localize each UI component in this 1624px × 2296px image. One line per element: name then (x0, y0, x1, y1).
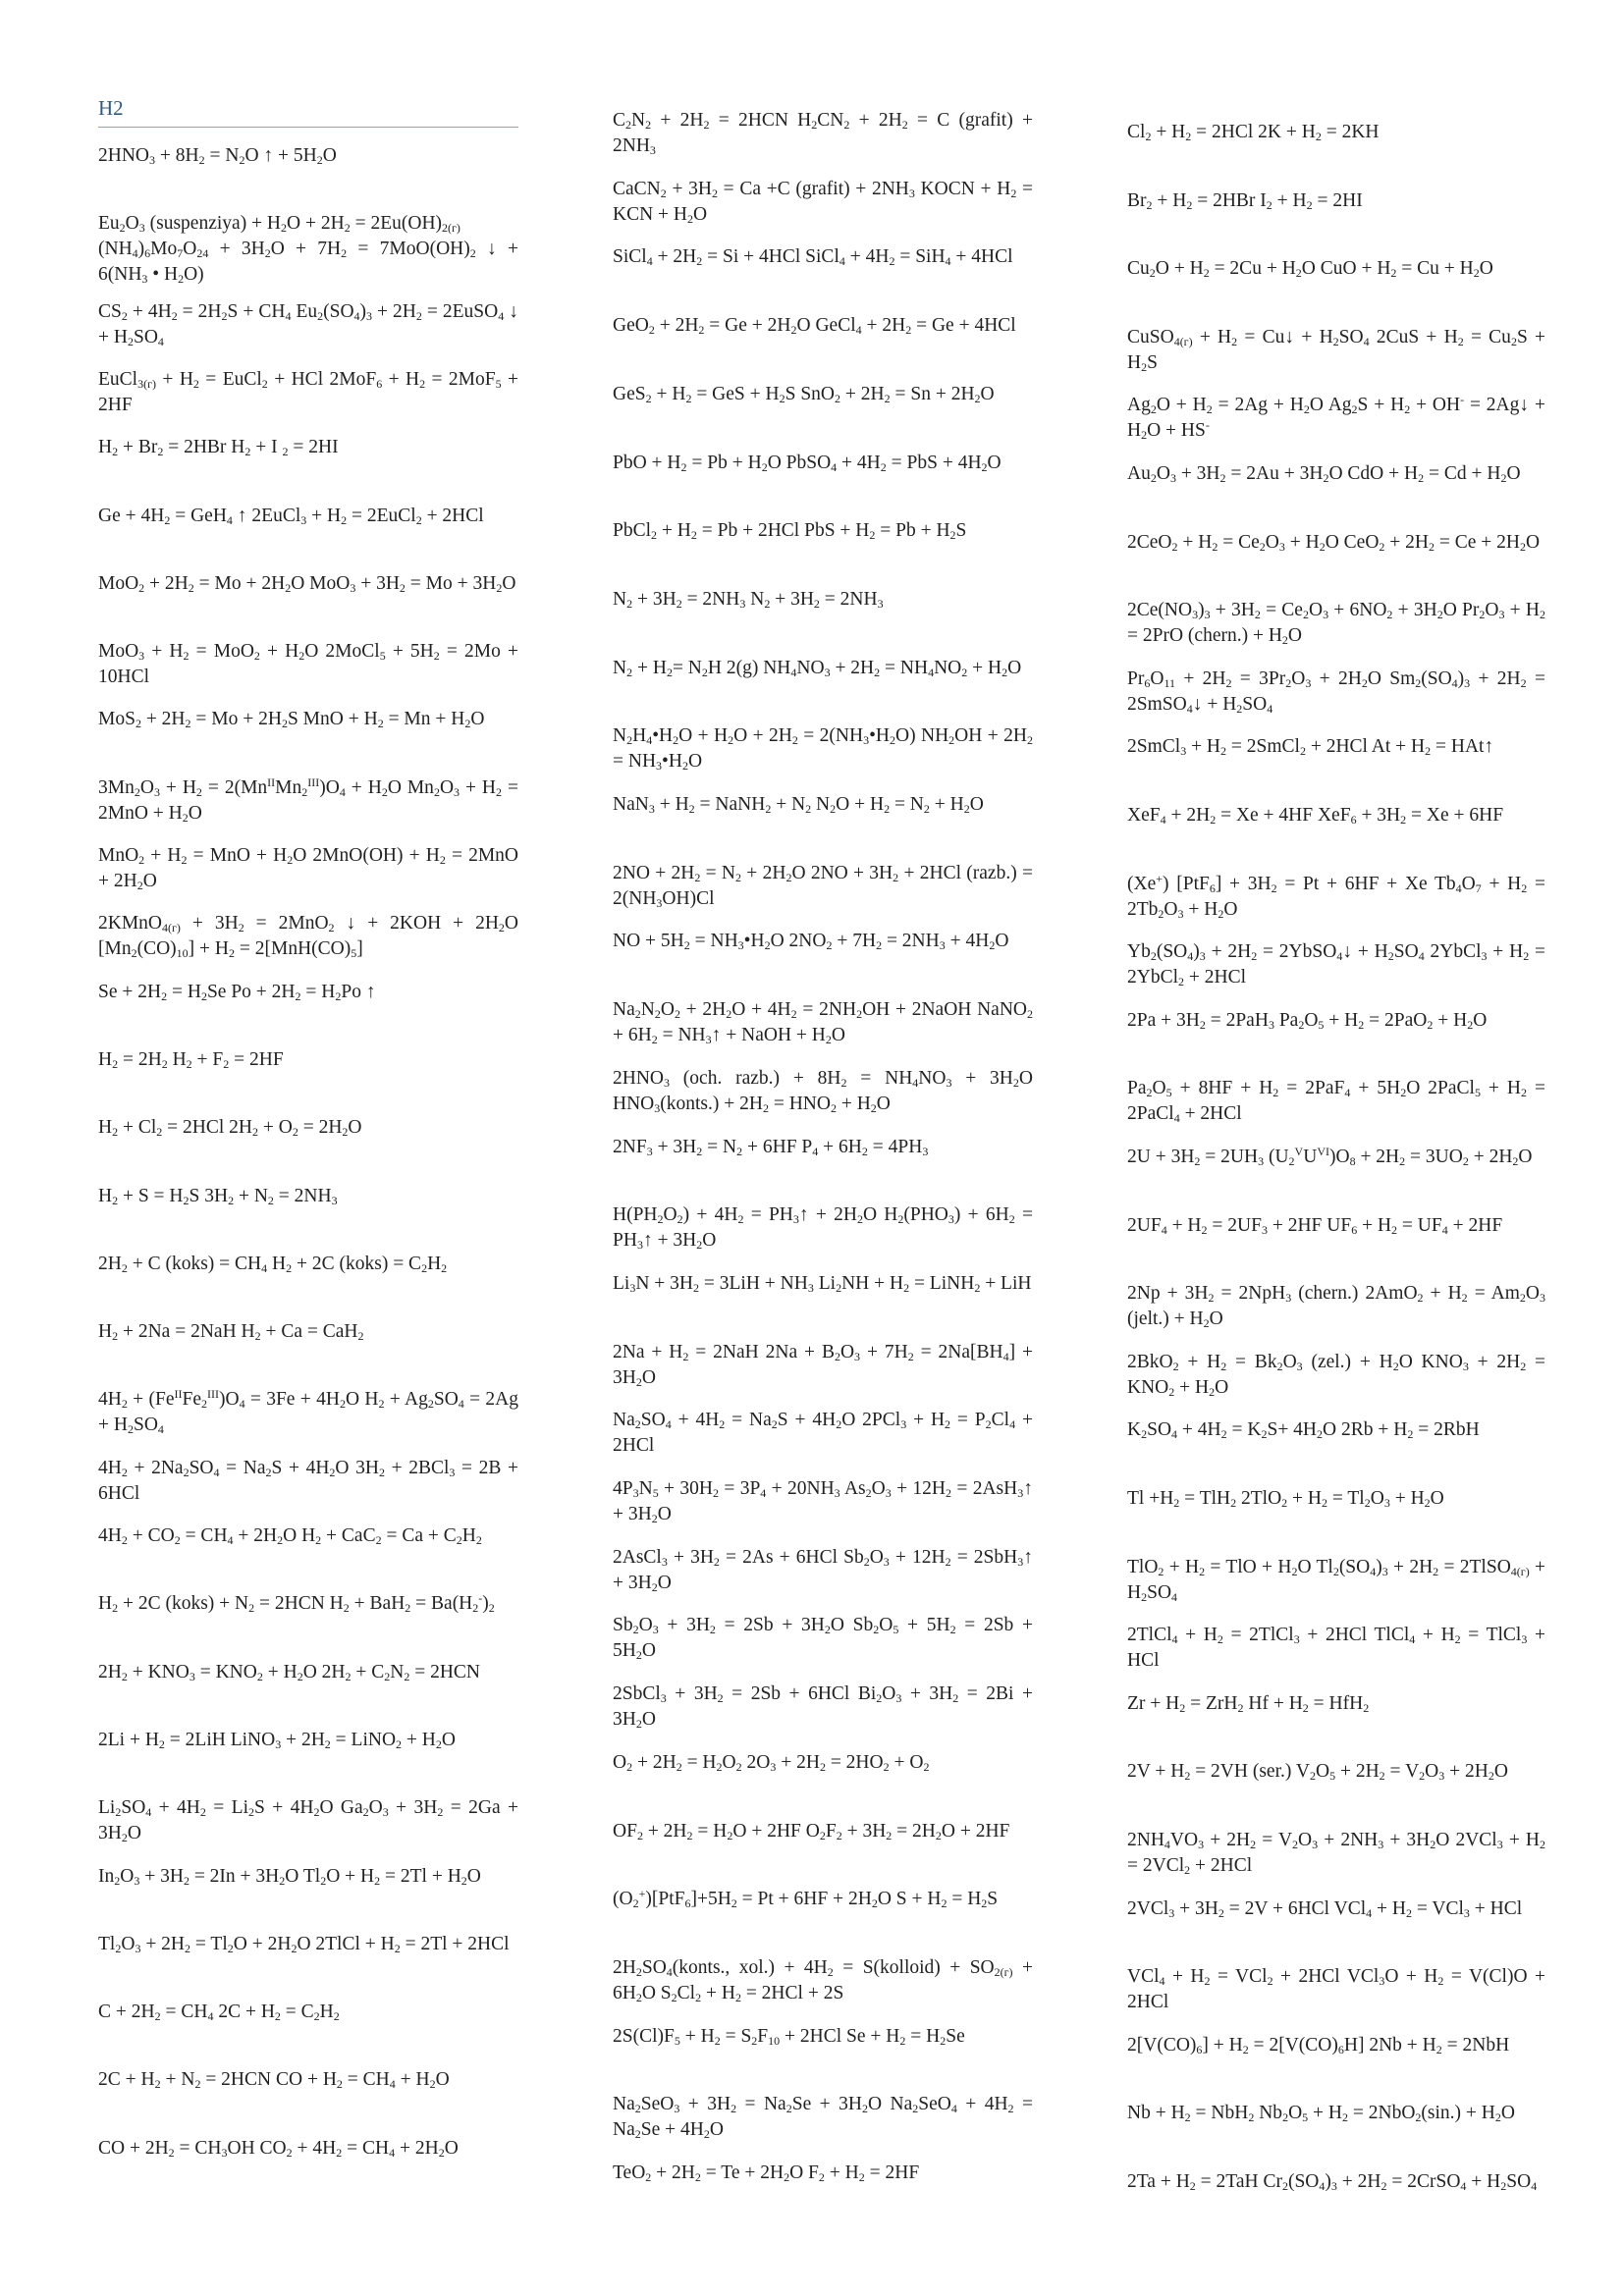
equation: (Xe+) $[PtF_6] + 3H_2 = Pt + 6HF + Xe$ $Tb_4O_7 + H_2 = 2Tb_2O_3 + H_2O$ (1127, 871, 1545, 921)
equation: $2H_2 + KNO_3 = KNO_2 + H_2O$ $2H_2 + C_2N_2 = 2HCN$ (98, 1661, 481, 1683)
equation: $Ag_2O + H_2 = 2Ag + H_2O$ $Ag_2S + H_2 + OH^-$ = 2Ag↓ + $H_2O + HS^-$ (1127, 393, 1545, 443)
equation: $OF_2 + 2H_2 = H_2O + 2HF$ $O_2F_2 + 3H_2 = 2H_2O + 2HF$ (613, 1820, 1010, 1842)
equation: EuCl$_{3(г)}$ + $H_2$ = EuCl$_2$ + HCl $2MoF_6 + H_2 = 2MoF_5 + 2HF$ (98, 368, 518, 415)
equation: $H_2 + Cl_2 = 2HCl$ $2H_2 + O_2 = 2H_2O$ (98, 1117, 362, 1140)
equation: $2Ce(NO_3)_3 + 3H_2 = Ce_2O_3 + 6NO_2 + 3H_2O$ $Pr_2O_3 + H_2 = 2PrO$ (chern.) + $H_2O$ (1127, 600, 1545, 648)
equation: $CS_2 + 4H_2 = 2H_2S + CH_4$ $Eu_2(SO_4)_3 + 2H_2$ = 2EuSO$_4$ ↓ + $H_2SO_4$ (98, 300, 518, 348)
equation: PbO + $H_2 = Pb + H_2O$ PbSO$_4$ + $4H_2$ = PbS + $4H_2O$ (613, 452, 1001, 474)
equation: $Nb + H_2 = NbH_2$ $Nb_2O_5 + H_2 = 2NbO_2(\sin.) + H_2O$ (1127, 2103, 1515, 2125)
equation: $2Li + H_2 = 2LiH$ LiNO$_3$ + $2H_2$ = LiNO$_2$ + $H_2O$ (98, 1729, 456, 1751)
equation: $K_2SO_4 + 4H_2 = K_2S+ 4H_2O$ $2Rb + H_2 = 2RbH$ (1127, 1419, 1480, 1442)
equation: $Zr + H_2 = ZrH_2$ $Hf + H_2 = HfH_2$ (1127, 1692, 1370, 1715)
equation: $2NO + 2H_2 = N_2 + 2H_2O$ $2NO + 3H_2 + 2HCl$ (razb.) = $2(NH_3OH)Cl$ (613, 862, 1033, 910)
equation: $2Na + H_2 = 2NaH$ $2Na + B_2O_3 + 7H_2 = 2Na[BH_4] + 3H_2O$ (613, 1341, 1033, 1389)
equation: 2SmCl$_3$ + $H_2$ = 2SmCl$_2$ + 2HCl $At + H_2$ = HAt↑ (1127, 736, 1494, 759)
equation: $2UF_4 + H_2 = 2UF_3 + 2HF$ $UF_6 + H_2 = UF_4 + 2HF$ (1127, 1214, 1503, 1237)
equation: $2[V(CO)_6] + H_2 = 2[V(CO)_6H] 2Nb + H_2 = 2NbH$ (1127, 2034, 1510, 2056)
equation: 2TlCl$_4$ + $H_2$ = 2TlCl$_3$ + 2HCl TlCl$_4$ + $H_2$ = TlCl$_3$ + HCl (1127, 1625, 1545, 1672)
equation: $N_2 + H_2= N_2H$ 2(g) $NH_4NO_3 + 2H_2 = NH_4NO_2 + H_2O$ (613, 657, 1022, 679)
equation: $Na_2SO_4 + 4H_2 = Na_2S + 4H_2O$ $2PCl_3 + H_2 = P_2Cl_4 + 2HCl$ (613, 1410, 1033, 1457)
equation: $Cl_2 + H_2 = 2HCl$ $2K + H_2 = 2KH$ (1127, 122, 1380, 143)
equation: $XeF_4 + 2H_2 = Xe + 4HF$ $XeF_6 + 3H_2 = Xe + 6HF$ (1127, 805, 1504, 827)
equation: $2NF_3 + 3H_2 = N_2 + 6HF$ $P_4 + 6H_2 = 4PH_3$ (613, 1136, 929, 1158)
equation: $2S(Cl)F_5 + H_2 = S_2F_{10} + 2HCl$ $Se + H_2 = H_2Se$ (613, 2025, 965, 2048)
equation: $Yb_2(SO_4)_3 + 2H_2$ = 2YbSO$_4$↓ + $H_2SO_4$ 2YbCl$_3$ + $H_2$ = 2YbCl$_2$ + 2HCl (1127, 941, 1545, 989)
equation: $2HNO_3$ (och. razb.) + $8H_2 = NH_4NO_3 + 3H_2O$ $HNO_3(konts.) + 2H_2 = HNO_2 + H_2O$ (613, 1067, 1033, 1115)
equation: $Tl_2O_3 + 2H_2 = Tl_2O + 2H_2O$ 2TlCl + $H_2 = 2Tl + 2HCl$ (98, 1933, 510, 1955)
equation: $Eu_2O_3$ (suspenziya) + $H_2O + 2H_2 = 2Eu(OH)_{2(г)}$ $(NH_4)_6Mo_7O_{24} + 3H_2O + 7H_2 = 7MoO(OH)_2$ ↓ + $6(NH_3$ • $H_2O$) (98, 213, 518, 287)
equation: $Au_2O_3 + 3H_2 = 2Au + 3H_2O$ CdO + $H_2 = Cd + H_2O$ (1127, 463, 1521, 485)
equation: $Br_2 + H_2 = 2HBr$ $I_2 + H_2 = 2HI$ (1127, 189, 1363, 212)
equation: $2H_2 + C$ (koks) = $CH_4$ $H_2 + 2C$ (koks) = $C_2H_2$ (98, 1253, 448, 1275)
equation: $Cu_2O + H_2 = 2Cu + H_2O$ CuO + $H_2 = Cu + H_2O$ (1127, 258, 1493, 281)
equation: $H_2 + 2C$ (koks) + $N_2 = 2HCN$ $H_2 + BaH_2 = Ba(H_2^-)_2$ (98, 1591, 495, 1616)
equation: $2V + H_2 = 2VH$ (ser.) $V_2O_5 + 2H_2 = V_2O_3 + 2H_2O$ (1127, 1761, 1508, 1784)
equation: CaCN$_2$ + $3H_2 = Ca +C$ (grafit) + $2NH_3$ KOCN + $H_2$ = KCN + $H_2O$ (613, 178, 1033, 226)
equation: $2H_2SO_4(konts$., $xol.) + 4H_2$ = S(kolloid) + $SO_{2(г)} + 6H_2O$ $S_2Cl_2 + H_2 = 2HCl + 2S$ (613, 1956, 1034, 2004)
equation: $Pr_6O_{11} + 2H_2 = 3Pr_2O_3 + 2H_2O$ $Sm_2(SO_4)_3 + 2H_2$ = 2SmSO$_4$↓ + $H_2SO_4$ (1127, 667, 1545, 716)
equation: $H(PH_2O_2) + 4H_2$ = $PH_3↑ + 2H_2O$ $H_2(PHO_3) + 6H_2$ = $PH_3↑ + 3H_2O$ (613, 1204, 1033, 1253)
equation: $H_2 + 2Na = 2NaH$ $H_2 + Ca = CaH_2$ (98, 1321, 364, 1344)
equation: $Tl +H_2 = TlH_2$ $2TlO_2 + H_2 = Tl_2O_3 + H_2O$ (1127, 1488, 1444, 1510)
equation: $GeS_2 + H_2$ = GeS + $H_2S$ $SnO_2 + 2H_2 = Sn + 2H_2O$ (613, 383, 995, 405)
equation: $2VCl_3 + 3H_2 = 2V + 6HCl$ $VCl_4 + H_2 = VCl_3$ + HCl (1127, 1897, 1523, 1920)
equation: $2CeO_2 + H_2 = Ce_2O_3 + H_2O$ $CeO_2 + 2H_2 = Ce + 2H_2O$ (1127, 531, 1541, 554)
equation: PbCl$_2$ + $H_2 = Pb + 2HCl$ PbS + $H_2 = Pb + H_2S$ (613, 520, 967, 543)
equation: $NaN_3 + H_2$ = NaNH$_2$ + $N_2$ $N_2O + H_2 = N_2 + H_2O$ (613, 794, 984, 816)
equation: $2BkO_2 + H_2 = Bk_2O_3$ $(zel.) + H_2O$ $KNO_3 + 2H_2 = KNO_2 + H_2O$ (1127, 1351, 1545, 1399)
equation: $3Mn_2O_3 + H_2 = 2(Mn^{II}Mn_2^{III})O_4 + H_2O$ $Mn_2O_3 + H_2 = 2MnO + H_2O$ (98, 774, 518, 825)
equation: SiCl$_4$ + $2H_2 = Si + 4HCl$ SiCl$_4$ + $4H_2 = SiH_4 + 4HCl$ (613, 246, 1013, 269)
equation: $N_2H_4•H_2O + H_2O + 2H_2$ = $2(NH_3•H_2O) NH_2OH + 2H_2$ = $NH_3•H_2O$ (613, 725, 1033, 774)
equation: $Li_3N + 3H_2 = 3LiH + NH_3$ $Li_2NH + H_2$ = LiNH$_2$ + LiH (613, 1272, 1032, 1295)
equation: $4P_3N_5 + 30H_2 = 3P_4 + 20NH_3$ $As_2O_3 + 12H_2$ = 2AsH$_3$↑ + $3H_2O$ (613, 1478, 1033, 1525)
equation: 2AsCl$_3$ + $3H_2 = 2As + 6HCl$ $Sb_2O_3 + 12H_2$ = 2SbH$_3$↑ + $3H_2O$ (613, 1546, 1033, 1594)
equation: $Pa_2O_5 + 8HF + H_2 = 2PaF_4 + 5H_2O$ 2PaCl$_5$ + $H_2$ = 2PaCl$_4$ + 2HCl (1127, 1078, 1545, 1126)
equation: $MoO_2 + 2H_2 = Mo + 2H_2O$ $MoO_3 + 3H_2 = Mo + 3H_2O$ (98, 572, 516, 595)
equation: $H_2 = 2H_2$ $H_2 + F_2 = 2HF$ (98, 1048, 284, 1071)
equation: $(O_2^+)[PtF_6]+5H_2 = Pt + 6HF + 2H_2O$ $S + H_2 = H_2S$ (613, 1887, 999, 1911)
equation: $Se + 2H_2 = H_2Se$ $Po + 2H_2 = H_2Po$ ↑ (98, 981, 376, 1003)
equation: $In_2O_3 + 3H_2 = 2In + 3H_2O$ $Tl_2O + H_2 = 2Tl + H_2O$ (98, 1865, 481, 1888)
equation: $MoO_3 + H_2 = MoO_2 + H_2O$ 2MoCl$_5$ + $5H_2 = 2Mo + 10HCl$ (98, 641, 518, 688)
equation: $4H_2 + 2Na_2SO_4 = Na_2S + 4H_2O$ $3H_2 + 2BCl_3 = 2B + 6HCl$ (98, 1457, 518, 1504)
equation: $MnO_2 + H_2$ = MnO + $H_2O$ $2MnO(OH) + H_2 = 2MnO + 2H_2O$ (98, 845, 518, 892)
equation: $2NH_4VO_3 + 2H_2 = V_2O_3 + 2NH_3 + 3H_2O$ $2VCl_3 + H_2 = 2VCl_2 + 2HCl$ (1127, 1830, 1545, 1877)
equation: $4H_2 + (Fe^{II}Fe_2^{III})O_4 = 3Fe + 4H_2O$ $H_2 + Ag_2SO_4 = 2Ag + H_2SO_4$ (98, 1387, 519, 1437)
equation: $TeO_2 + 2H_2 = Te + 2H_2O$ $F_2 + H_2 = 2HF$ (613, 2163, 920, 2184)
equation: $C_2N_2 + 2H_2 = 2HCN$ $H_2CN_2 + 2H_2 = C$ (grafit) + $2NH_3$ (613, 110, 1033, 157)
equation: CO + $2H_2 = CH_3OH$ $CO_2 + 4H_2 = CH_4 + 2H_2O$ (98, 2137, 459, 2160)
equation: $VCl_4 + H_2 = VCl_2 + 2HCl$ $VCl_3O + H_2 = V(Cl)O + 2HCl$ (1127, 1966, 1545, 2013)
equation: $Na_2SeO_3 + 3H_2 = Na_2Se + 3H_2O$ $Na_2SeO_4 + 4H_2 = Na_2Se + 4H_2O$ (613, 2094, 1033, 2142)
equation: NO + $5H_2$ = $NH_3•H_2O$ $2NO_2 + 7H_2 = 2NH_3 + 4H_2O$ (613, 931, 1009, 953)
equation: $2Ta + H_2 = 2TaH$ $Cr_2(SO_4)_3 + 2H_2$ = 2CrSO$_4$ + $H_2SO_4$ (1127, 2171, 1538, 2193)
equation: $TlO_2 + H_2$ = TlO + $H_2O$ $Tl_2(SO_4)_3 + 2H_2$ = 2TlSO$_{4(г)}$ + $H_2SO_4$ (1127, 1556, 1545, 1604)
equation: $2C + H_2 + N_2 = 2HCN$ CO + $H_2 = CH_4 + H_2O$ (98, 2069, 450, 2092)
equation: $N_2 + 3H_2 = 2NH_3$ $N_2 + 3H_2 = 2NH_3$ (613, 588, 884, 611)
equation: $C + 2H_2 = CH_4$ $2C + H_2 = C_2H_2$ (98, 2002, 340, 2024)
equation: $2Pa + 3H_2 = 2PaH_3$ $Pa_2O_5 + H_2 = 2PaO_2 + H_2O$ (1127, 1009, 1488, 1032)
equation: CuSO$_{4(г)}$ + $H_2$ = Cu↓ + $H_2SO_4$ $2CuS + H_2 = Cu_2S + H_2S$ (1127, 326, 1546, 374)
equation: 2KMnO$_{4(г)}$ + $3H_2 = 2MnO_2$ ↓ + $2KOH + 2H_2O$ $[Mn_2(CO)_{10}] + H_2 = 2[MnH(CO)_5]$ (98, 913, 518, 961)
equation: $O_2 + 2H_2 = H_2O_2$ $2O_3 + 2H_2 = 2HO_2 + O_2$ (613, 1751, 930, 1774)
equation: $2Np + 3H_2 = 2NpH_3$ (chern.) $2AmO_2 + H_2 = Am_2O_3$ (jelt.) + $H_2O$ (1127, 1283, 1545, 1331)
equation: $GeO_2 + 2H_2 = Ge + 2H_2O$ GeCl$_4$ + $2H_2 = Ge + 4HCl$ (613, 315, 1016, 338)
equation: $MoS_2 + 2H_2 = Mo + 2H_2S$ MnO + $H_2 = Mn + H_2O$ (98, 709, 485, 731)
equation: $Sb_2O_3 + 3H_2 = 2Sb + 3H_2O$ $Sb_2O_5 + 5H_2 = 2Sb + 5H_2O$ (613, 1615, 1033, 1663)
equation: $2U + 3H_2 = 2UH_3$ $(U_2^VU^{VI})O_8 + 2H_2 = 3UO_2 + 2H_2O$ (1127, 1145, 1533, 1168)
equation: $4H_2 + CO_2 = CH_4 + 2H_2O$ $H_2 + CaC_2 = Ca + C_2H_2$ (98, 1525, 482, 1547)
equation: $H_2 + Br_2 = 2HBr$ $H_2 + I$ $_2$ = 2HI (98, 437, 339, 459)
equation: $Ge + 4H_2 = GeH_4$ ↑ 2EuCl$_3$ + $H_2$ = 2EuCl$_2$ + 2HCl (98, 505, 484, 527)
equation: $2HNO_3 + 8H_2 = N_2O$ ↑ + $5H_2O$ (98, 145, 337, 167)
equation: $H_2 + S = H_2S$ $3H_2 + N_2 = 2NH_3$ (98, 1185, 338, 1207)
equation: $Li_2SO_4 + 4H_2 = Li_2S + 4H_2O$ $Ga_2O_3 + 3H_2 = 2Ga + 3H_2O$ (98, 1797, 519, 1845)
equation: $Na_2N_2O_2 + 2H_2O + 4H_2 = 2NH_2OH$ + 2NaOH NaNO$_2$ + $6H_2$ = $NH_3↑$ + NaOH + $H_2O$ (613, 999, 1033, 1047)
equation: 2SbCl$_3$ + $3H_2 = 2Sb + 6HCl$ $Bi_2O_3 + 3H_2 = 2Bi + 3H_2O$ (613, 1683, 1033, 1732)
page-heading: H2 (98, 96, 518, 128)
